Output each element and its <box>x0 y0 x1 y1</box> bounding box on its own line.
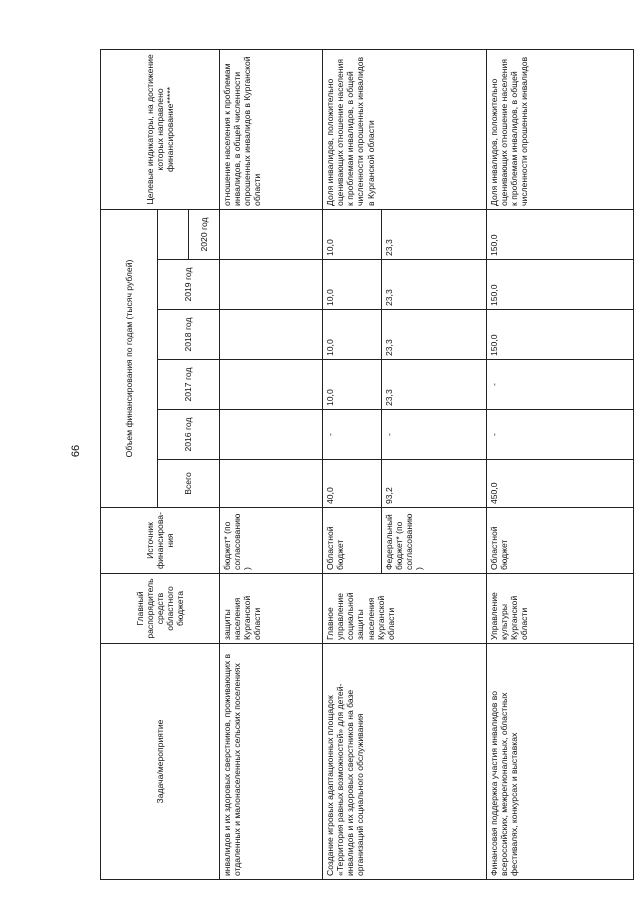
cell-2018: 23,3 <box>382 310 487 360</box>
header-task: Задача/мероприятие <box>101 644 220 880</box>
cell-indicator: Доля инвалидов, положительно оценивающих отношение населения к проблемам инвалидов, в общей численности опрошенных инвалидов <box>487 49 634 209</box>
cell-2020: 23,3 <box>382 209 487 259</box>
cell-2020: 10,0 <box>323 209 382 259</box>
cell-task: Финансовая поддержка участия инвалидов во всероссийских, межрегиональных, областных фестивалях, конкурсах и выставках <box>487 644 634 880</box>
cell-total: 93,2 <box>382 460 487 508</box>
cell-total: 40,0 <box>323 460 382 508</box>
cell-task: Создание игровых адаптационных площадок «Территория равных возможностей» для детей-инвалидов и их здоровых сверстников на базе организаций социального обслуживания <box>323 644 487 880</box>
table-row <box>487 49 634 879</box>
cell-2020: 150,0 <box>487 209 634 259</box>
cell-total: 450,0 <box>487 460 634 508</box>
cell-2020 <box>220 209 323 259</box>
financing-table <box>100 49 634 880</box>
cell-manager: Главное управление социальной защиты населения Курганской области <box>323 574 487 644</box>
cell-manager: Управление культуры Курганской области <box>487 574 634 644</box>
header-2018: 2018 год <box>158 310 220 360</box>
cell-2019: 10,0 <box>323 260 382 310</box>
cell-2018 <box>220 310 323 360</box>
cell-2016: - <box>382 410 487 460</box>
cell-2019: 150,0 <box>487 260 634 310</box>
rotated-table-container <box>100 50 640 880</box>
cell-2017: 23,3 <box>382 360 487 410</box>
cell-2016 <box>220 410 323 460</box>
cell-source: Областной бюджет <box>323 508 382 574</box>
cell-source: Областной бюджет <box>487 508 634 574</box>
header-2017: 2017 год <box>158 360 220 410</box>
header-2019: 2019 год <box>158 260 220 310</box>
header-2020-spacer <box>158 209 189 259</box>
header-indicators: Целевые индикаторы, на достижение которых направлено финансирование***** <box>101 49 220 209</box>
cell-manager: защиты населения Курганской области <box>220 574 323 644</box>
cell-indicator: Доля инвалидов, положительно оценивающих отношение населения к проблемам инвалидов, в общей численности опрошенных инвалидов в Курганской области <box>323 49 487 209</box>
header-volume: Объем финансирования по годам (тысяч рублей) <box>101 209 158 507</box>
cell-2017: - <box>487 360 634 410</box>
cell-task: инвалидов и их здоровых сверстников, проживающих в отдаленных и малонаселенных сельских поселениях <box>220 644 323 880</box>
cell-2016: - <box>487 410 634 460</box>
header-2016: 2016 год <box>158 410 220 460</box>
cell-2019: 23,3 <box>382 260 487 310</box>
cell-total <box>220 460 323 508</box>
header-total: Всего <box>158 460 220 508</box>
table-row <box>323 49 382 879</box>
cell-source: бюджет* (по согласованию) <box>220 508 323 574</box>
cell-indicator: отношение населения к проблемам инвалидов, в общей численности опрошенных инвалидов в Курганской области <box>220 49 323 209</box>
cell-2019 <box>220 260 323 310</box>
cell-2018: 10,0 <box>323 310 382 360</box>
cell-source: Федеральный бюджет* (по согласованию) <box>382 508 487 574</box>
header-source: Источник финансирова-ния <box>101 508 220 574</box>
cell-2016: - <box>323 410 382 460</box>
cell-2018: 150,0 <box>487 310 634 360</box>
page-number: 66 <box>70 444 83 458</box>
table-row <box>220 49 323 879</box>
header-manager: Главный распорядитель средств областного бюджета <box>101 574 220 644</box>
cell-2017: 10,0 <box>323 360 382 410</box>
cell-2017 <box>220 360 323 410</box>
header-2020: 2020 год <box>189 209 220 259</box>
